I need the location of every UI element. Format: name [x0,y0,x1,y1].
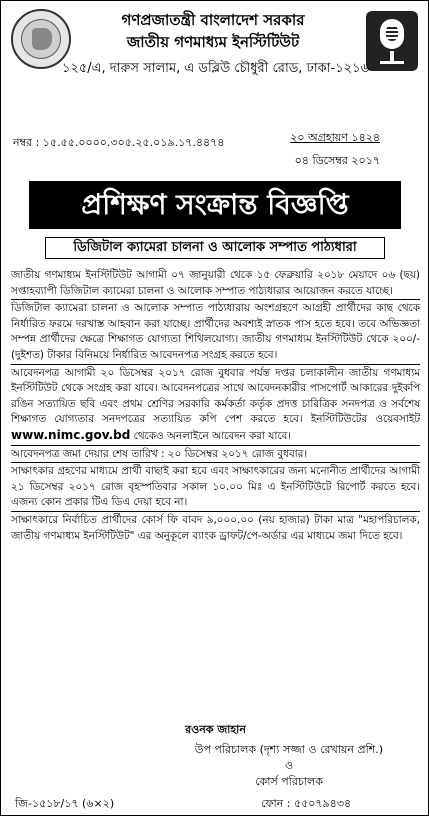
header-institute: জাতীয় গণমাধ্যম ইনস্টিটিউট [126,33,300,51]
paragraph-interview: সাক্ষাৎকার গ্রহণের মাধ্যমে প্রার্থী বাছাই করা হবে এবং সাক্ষাৎকারের জন্য মনোনীত প্রার্থীদের আগামী ২১ ডিসেম্বর ২০১৭ রোজ বৃহস্পতিবার সকাল ১০.০০ মিঃ এ ইনস্টিটিউটে রিপোর্ট করতে হবে। এজন্য কোন প্রকার টিএ ডিএ দেয়া হবে না। [11,462,420,511]
paragraph-intro: জাতীয় গণমাধ্যম ইনস্টিটিউট আগামী ০৭ জানুয়ারী থেকে ১৫ ফেব্রুয়ারি ২০১৮ মেয়াদে ০৬ (ছয়) সপ্তাহব্যাপী ডিজিটাল ক্যামেরা চালনা ও আলোক সম্পাত পাঠ্যধারার আয়োজন করতে যাচ্ছে। [11,269,420,297]
paragraph-deadline: আবেদনপত্র জমা দেয়ার শেষ তারিখ : ২০ ডিসেম্বর ২০১৭ রোজ বুধবার। [11,445,420,463]
paragraph-application [11,364,420,445]
signatory-role: কোর্স পরিচালক [255,775,323,788]
date-english: ০৪ ডিসেম্বর ২০১৭ [294,154,380,167]
signatory-name: রওনক জাহান [185,723,246,736]
signatory-phone: ফোন : ৫৫০৭৯৪৩৪ [261,797,352,810]
application-text: আবেদনপত্র আগামী ২০ ডিসেম্বর ২০১৭ রোজ বুধবার পর্যন্ত দপ্তর চলাকালীন জাতীয় গণমাধ্যম ইনস্টিটিউট থেকে সংগ্রহ করা যাবে। আবেদনপত্রের সাথে আবেদনকারীর পাসপোর্ট আকারের দুইকপি রঙিন সত্যায়িত ছবি এবং প্রথম শ্রেণির সরকারি কর্মকর্তা কর্তৃক প্রদত্ত চারিত্রিক সনদপত্র ও সর্বশেষ শিক্ষাগত যোগ্যতার সনদপত্রের সত্যায়িত কপি পেশ করতে হবে। ইনস্টিটিউটের ওয়েবসাইট [11,366,420,426]
header-government: গণপ্রজাতন্ত্রী বাংলাদেশ সরকার [121,11,305,29]
application-text-end: থেকেও অনলাইনে আবেদন করা যাবে। [133,429,292,442]
reference-number: নম্বর : ১৫.৫৫.০০০০.৩০৫.২৫.০১৯.১৭.৪৪৭৪ [13,136,225,149]
website-link[interactable]: www.nimc.gov.bd [11,427,131,442]
notice-title: প্রশিক্ষণ সংক্রান্ত বিজ্ঞপ্তি [29,181,401,229]
signatory-designation: উপ পরিচালক (দৃশ্য সজ্জা ও রেখায়ন প্রশি.) [194,743,384,756]
notice-body [11,267,420,544]
paragraph-eligibility: ডিজিটাল ক্যামেরা চালনা ও আলোক সম্পাত পাঠ্যধারায় অংশগ্রহণে আগ্রহী প্রার্থীদের কাছ থেকে নির্ধারিত ফরমে দরখাস্ত আহবান করা যাচ্ছে। প্রার্থীদের অবশ্যই স্নাতক পাস হতে হবে। তবে অভিজ্ঞতা সম্পন্ন প্রার্থীদের ক্ষেত্রে শিক্ষাগত যোগ্যতা শিথিলযোগ্য। জাতীয় গণমাধ্যম ইনস্টিটিউট থেকে ২০০/- (দুইশত) টাকার বিনিময়ে নির্ধারিত আবেদনপত্র সংগ্রহ করতে হবে। [11,299,420,363]
publication-code: জি-১৫১৮/১৭ (৬×২) [15,797,115,810]
date-bangla: ২০ অগ্রহায়ণ ১৪২৪ [290,131,380,144]
paragraph-fee: সাক্ষাৎকারে নির্বাচিত প্রার্থীদের কোর্স ফি বাবদ ৯,০০০.০০ (নয় হাজার) টাকা মাত্র "মহাপরিচালক, জাতীয় গণমাধ্যম ইনস্টিটিউট" এর অনুকূলে ব্যাংক ড্রাফট/পে-অর্ডার এর মাধ্যমে জমা দিতে হবে। [11,511,420,544]
course-title: ডিজিটাল ক্যামেরা চালনা ও আলোক সম্পাত পাঠ্যধারা [45,237,385,259]
signatory-and: ও [284,759,294,772]
header-address: ১২৫/এ, দারুস সালাম, এ ডব্লিউ চৌধুরী রোড, ঢাকা-১২১৬ [61,61,370,76]
